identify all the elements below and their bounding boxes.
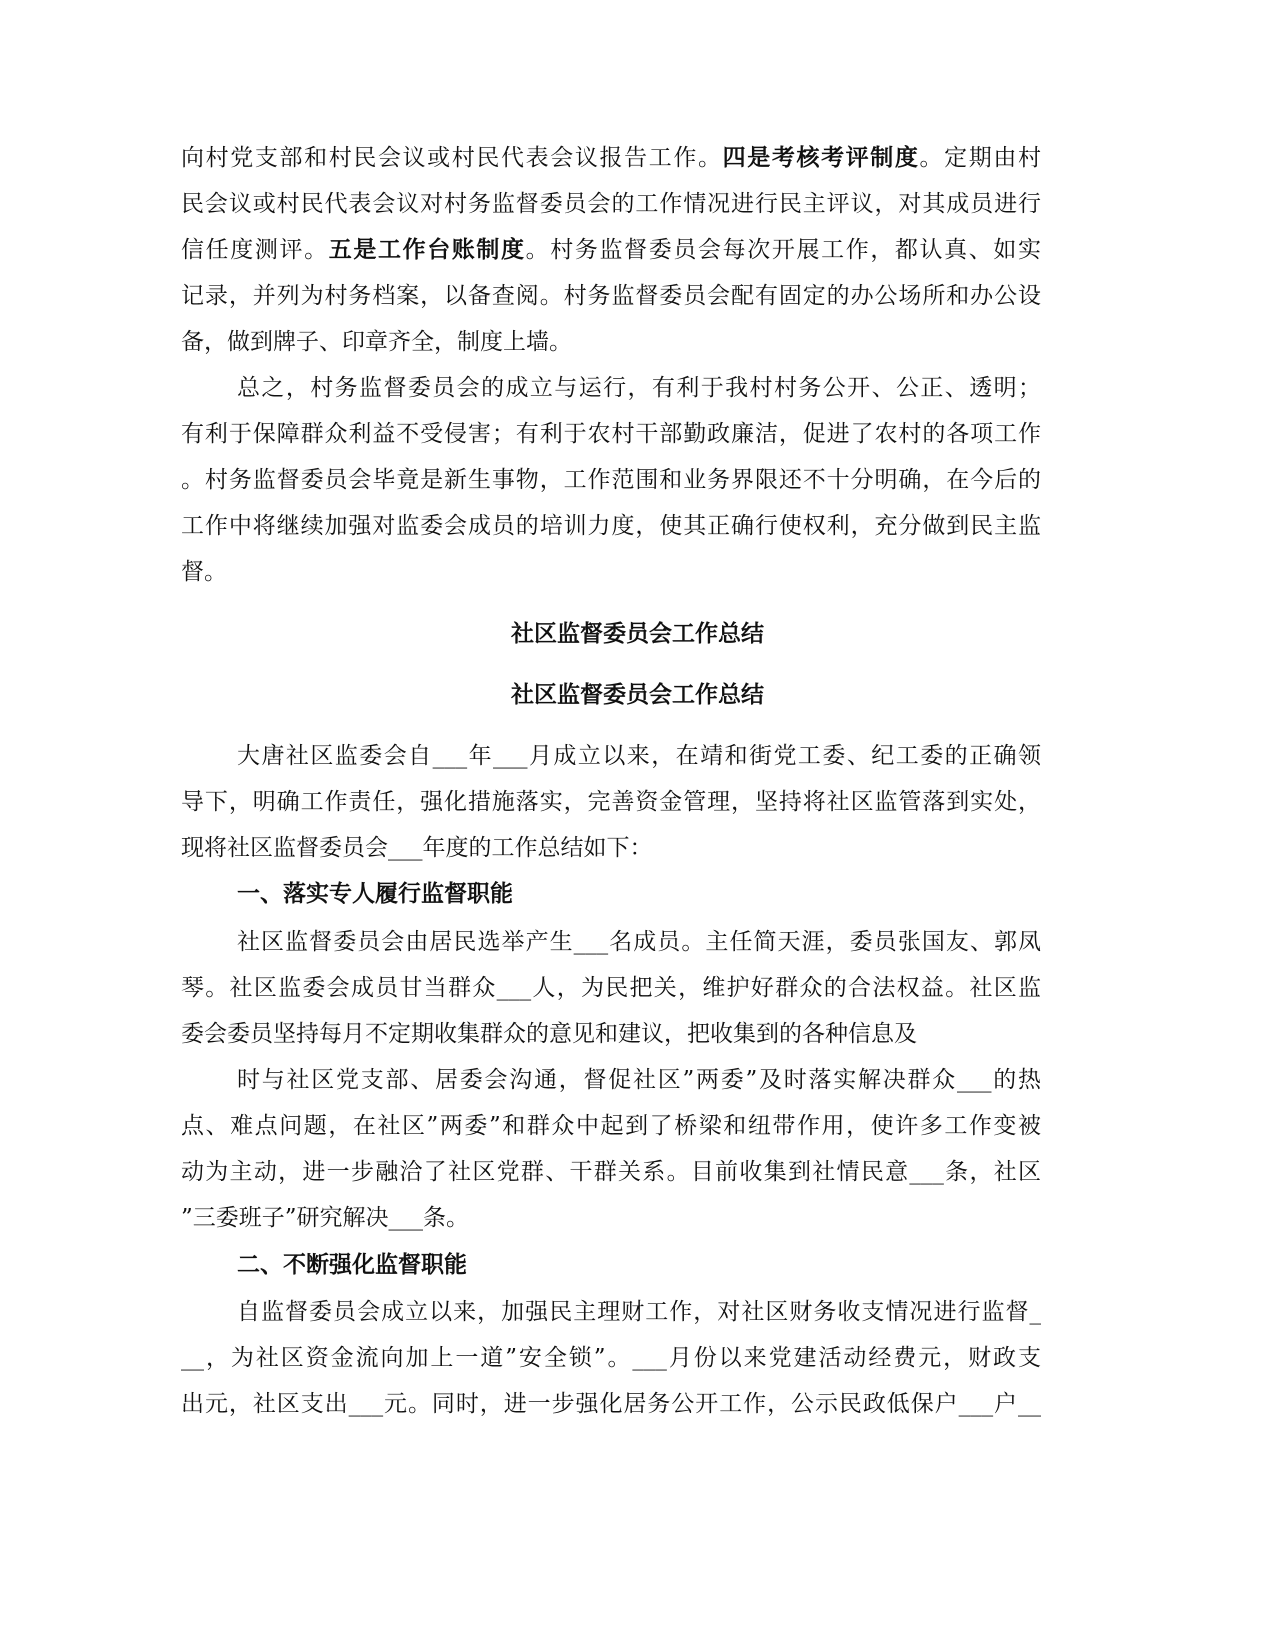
paragraph-line (181, 143, 1041, 173)
bold-heading-run: 五是工作台账制度 (328, 236, 526, 263)
paragraph-line (181, 189, 1041, 219)
bold-heading-run: 四是考核考评制度 (722, 144, 920, 171)
text-run: 记录，并列为村务档案，以备查阅。村务监督委员会配有固定的办公场所和办公设 (181, 283, 1041, 309)
text-run: 点、难点问题，在社区”两委”和群众中起到了桥梁和纽带作用，使许多工作变被 (181, 1113, 1041, 1139)
document-title (0, 619, 1275, 649)
heading-text: 二、不断强化监督职能 (237, 1251, 467, 1278)
text-run: 琴。社区监委会成员甘当群众___人，为民把关，维护好群众的合法权益。社区监 (181, 975, 1041, 1001)
paragraph-line (181, 1111, 1041, 1141)
text-run: ”三委班子”研究解决___条。 (181, 1205, 470, 1231)
paragraph-line (181, 1157, 1041, 1187)
paragraph-line (181, 235, 1041, 265)
text-run: 自监督委员会成立以来，加强民主理财工作，对社区财务收支情况进行监督_ (237, 1299, 1041, 1325)
document-subtitle (0, 680, 1275, 710)
paragraph-line (181, 1389, 1041, 1419)
text-run: 。村务监督委员会每次开展工作，都认真、如实 (525, 237, 1042, 263)
text-run: 有利于保障群众利益不受侵害；有利于农村干部勤政廉洁，促进了农村的各项工作 (181, 421, 1041, 447)
text-run: 导下，明确工作责任，强化措施落实，完善资金管理，坚持将社区监管落到实处， (181, 789, 1041, 815)
paragraph-line (237, 927, 1041, 957)
paragraph-line (181, 1343, 1041, 1373)
paragraph-line (181, 511, 1041, 541)
text-run: 总之，村务监督委员会的成立与运行，有利于我村村务公开、公正、透明； (237, 375, 1041, 401)
title-text: 社区监督委员会工作总结 (511, 681, 764, 708)
text-run: 现将社区监督委员会___年度的工作总结如下： (181, 835, 653, 861)
paragraph-line (181, 833, 1041, 863)
text-run: 。定期由村 (919, 145, 1042, 171)
title-text: 社区监督委员会工作总结 (511, 620, 764, 647)
text-run: 。村务监督委员会毕竟是新生事物，工作范围和业务界限还不十分明确，在今后的 (181, 467, 1041, 493)
paragraph-line (181, 281, 1041, 311)
text-run: 委会委员坚持每月不定期收集群众的意见和建议，把收集到的各种信息及 (181, 1021, 917, 1047)
paragraph-line (181, 419, 1041, 449)
paragraph-line (181, 1203, 1041, 1233)
text-run: 时与社区党支部、居委会沟通，督促社区”两委”及时落实解决群众___的热 (237, 1067, 1041, 1093)
text-run: 社区监督委员会由居民选举产生___名成员。主任简天涯，委员张国友、郭凤 (237, 929, 1041, 955)
paragraph-line (237, 741, 1041, 771)
heading-text: 一、落实专人履行监督职能 (237, 880, 513, 907)
text-run: 工作中将继续加强对监委会成员的培训力度，使其正确行使权利，充分做到民主监 (181, 513, 1041, 539)
paragraph-line (181, 465, 1041, 495)
paragraph-line (237, 1065, 1041, 1095)
text-run: 督。 (181, 559, 227, 585)
paragraph-line (181, 1019, 1041, 1049)
section-heading (237, 1250, 1041, 1280)
text-run: 备，做到牌子、印章齐全，制度上墙。 (181, 329, 572, 355)
text-run: 大唐社区监委会自___年___月成立以来，在靖和街党工委、纪工委的正确领 (237, 743, 1041, 769)
text-run: __，为社区资金流向加上一道”安全锁”。___月份以来党建活动经费元，财政支 (181, 1345, 1041, 1371)
section-heading (237, 879, 1041, 909)
text-run: 出元，社区支出___元。同时，进一步强化居务公开工作，公示民政低保户___户__ (181, 1391, 1041, 1417)
paragraph-line (181, 973, 1041, 1003)
paragraph-line (181, 787, 1041, 817)
text-run: 向村党支部和村民会议或村民代表会议报告工作。 (181, 145, 723, 171)
text-run: 信任度测评。 (181, 237, 329, 263)
text-run: 民会议或村民代表会议对村务监督委员会的工作情况进行民主评议，对其成员进行 (181, 191, 1041, 217)
paragraph-line (237, 373, 1041, 403)
paragraph-line (181, 557, 1041, 587)
paragraph-line (237, 1297, 1041, 1327)
paragraph-line (181, 327, 1041, 357)
text-run: 动为主动，进一步融洽了社区党群、干群关系。目前收集到社情民意___条，社区 (181, 1159, 1041, 1185)
